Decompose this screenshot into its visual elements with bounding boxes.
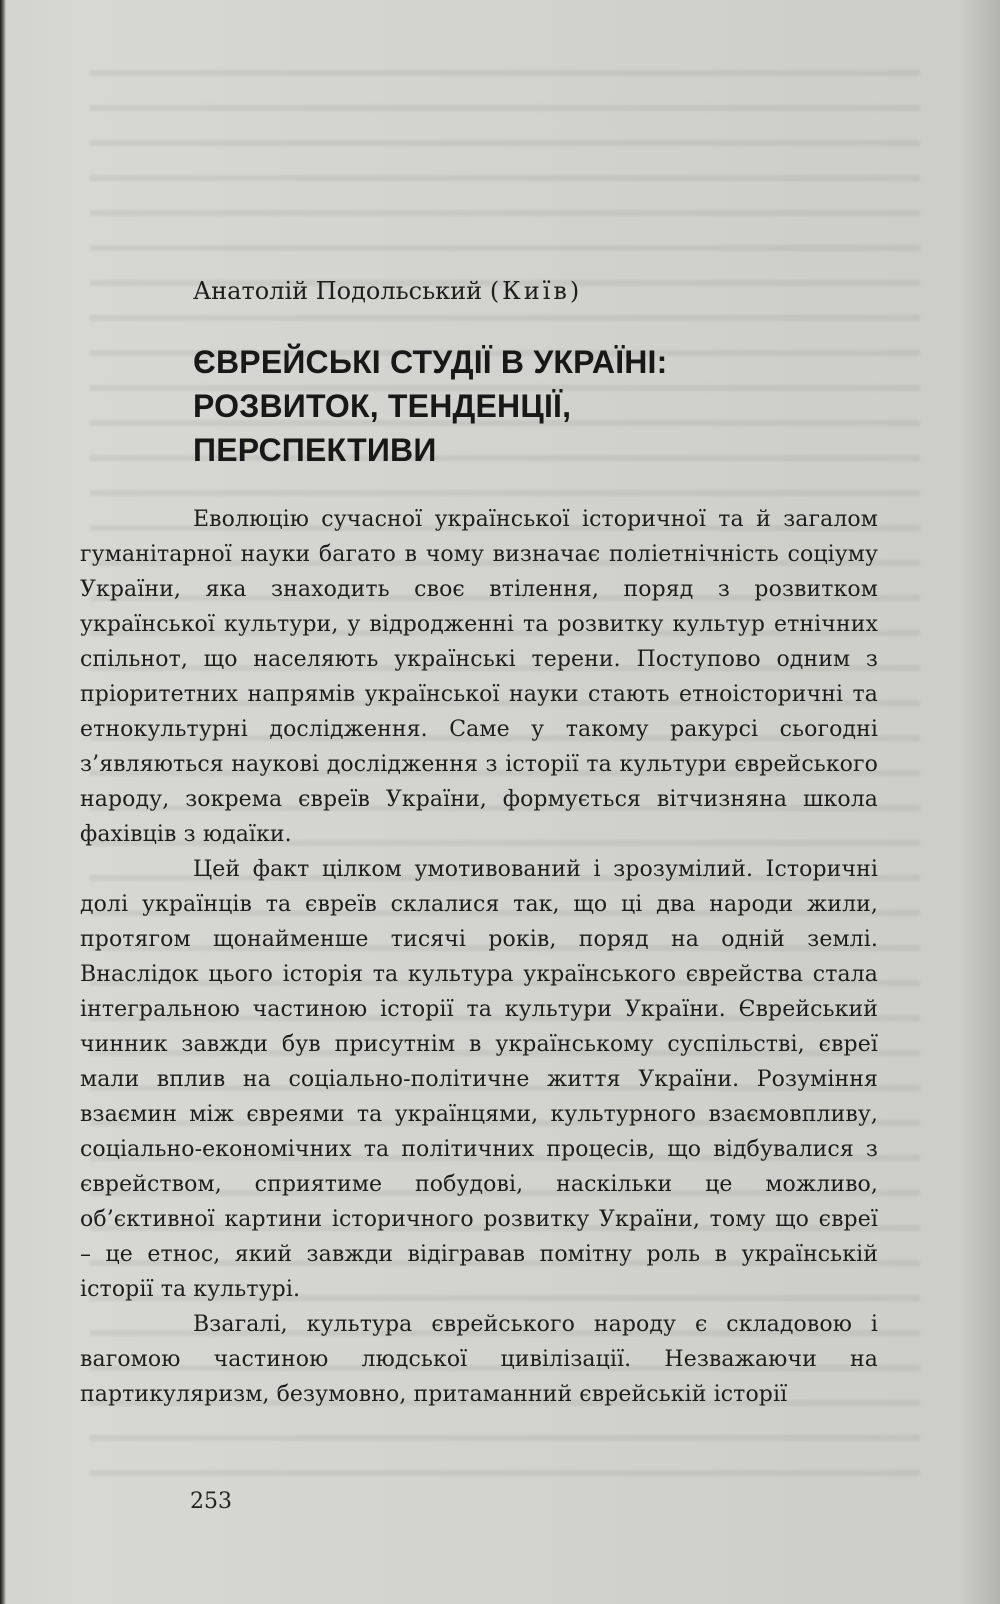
article-body: [80, 502, 878, 1412]
page-number: 253: [190, 1489, 232, 1514]
paragraph-3: Взагалі, культура єврейського народу є складовою і вагомою частиною людської цивілізації. Незважаючи на партикуляризм, безумовно, притаманний єврейській історії: [80, 1312, 878, 1407]
article-title: [193, 340, 878, 472]
title-line-3: ПЕРСПЕКТИВИ: [193, 432, 437, 468]
paragraph-1: Еволюцію сучасної української історичної та й загалом гуманітарної науки багато в чому визначає поліетнічність соціуму України, яка знаходить своє втілення, поряд з розвитком української культури, у відродженні та розвитку культур етнічних спільнот, що населяють українські терени. Поступово одним з пріоритетних напрямів української науки стають етноісторичні та етнокультурні дослідження. Саме у такому ракурсі сьогодні з’являються наукові дослідження з історії та культури єврейського народу, зокрема євреїв України, формується вітчизняна школа фахівців з юдаїки.: [80, 507, 878, 847]
title-line-2: РОЗВИТОК, ТЕНДЕНЦІЇ,: [193, 388, 572, 424]
binding-shadow: [0, 0, 6, 1604]
paragraph-2: Цей факт цілком умотивований і зрозумілий. Історичні долі українців та євреїв склалися так, що ці два народи жили, протягом щонайменше тисячі років, поряд на одній землі. Внаслідок цього історія та культура українського єврейства стала інтегральною частиною історії та культури України. Єврейський чинник завжди був присутнім в українському суспільстві, євреї мали вплив на соціально-політичне життя України. Розуміння взаємин між євреями та українцями, культурного взаємовпливу, соціально-економічних та політичних процесів, що відбувалися з єврейством, сприятиме побудові, наскільки це можливо, об’єктивної картини історичного розвитку України, тому що євреї – це етнос, який завжди відігравав помітну роль в українській історії та культурі.: [80, 857, 878, 1302]
title-line-1: ЄВРЕЙСЬКІ СТУДІЇ В УКРАЇНІ:: [193, 344, 668, 380]
page-edge-shadow: [960, 0, 1000, 1604]
author-line: [193, 270, 878, 312]
author-city: (Київ): [489, 277, 583, 305]
author-name: Анатолій Подольський: [193, 277, 483, 305]
page-content: [80, 270, 878, 1412]
